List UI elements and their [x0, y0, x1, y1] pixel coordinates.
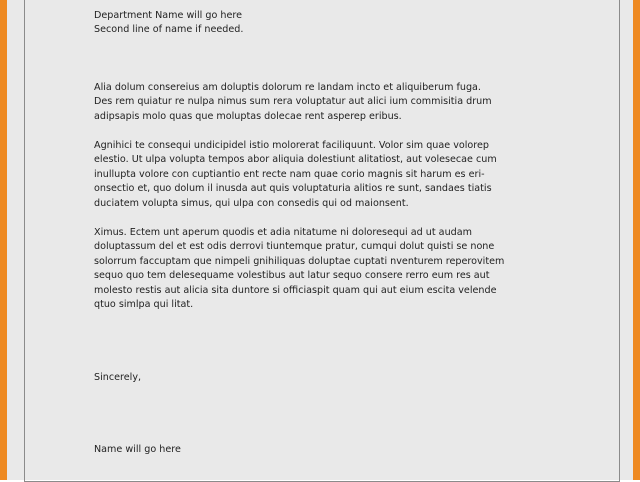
paragraph-line: Ximus. Ectem unt aperum quodis et adia nitatume ni doloresequi ad ut audam: [94, 227, 472, 238]
paragraph-line: qtuo simlpa qui litat.: [94, 299, 194, 311]
department-line-1: Department Name will go here: [94, 10, 242, 21]
paragraph-line: Alia dolum consereius am doluptis dolorum re landam incto et aliquiberum fuga.: [94, 82, 481, 93]
paragraph-line: molesto restis aut alicia sita duntore si officiaspit quam qui aut eium escita velende: [94, 284, 497, 296]
paragraph-line: Agnihici te consequi undicipidel istio molorerat faciliquunt. Volor sim quae volorep: [94, 140, 490, 151]
closing-salutation: Sincerely,: [94, 372, 142, 383]
paragraph-line: sequo quo tem delesequame volestibus aut latur sequo consere rerro eum res aut: [94, 270, 490, 282]
signer-name: Name will go here: [94, 444, 181, 455]
paragraph-line: doluptassum del et est odis derrovi tiuntemque pratur, cumqui dolut quisti se none: [94, 241, 495, 253]
body-paragraph-3: [94, 226, 504, 312]
body-paragraph-1: [94, 81, 492, 124]
paragraph-line: duciatem volupta simus, qui ulpa con consedis qui od maionsent.: [94, 197, 409, 209]
paragraph-line: elestio. Ut ulpa volupta tempos abor aliquia dolestiunt alitatiost, aut volesecae cum: [94, 154, 497, 166]
paragraph-line: adipsapis molo quas que moluptas dolecae rent asperep eribus.: [94, 110, 402, 122]
paragraph-line: onsectio et, quo dolum il inusda aut quis voluptaturia alitios re sunt, sandaes tiatis: [94, 183, 492, 195]
department-line-2: Second line of name if needed.: [94, 24, 244, 36]
paragraph-line: inullupta volore con cuptiantio ent recte nam quae corio magnis sit harum es eri-: [94, 168, 485, 180]
body-paragraph-2: [94, 139, 497, 211]
paragraph-line: solorrum faccuptam que nimpeli gnihiliquas doluptae cuptati nventurem reperovitem: [94, 255, 505, 267]
department-name-block: [94, 9, 243, 38]
paragraph-line: Des rem quiatur re nulpa nimus sum rera voluptatur aut alici ium commisitia drum: [94, 96, 492, 108]
